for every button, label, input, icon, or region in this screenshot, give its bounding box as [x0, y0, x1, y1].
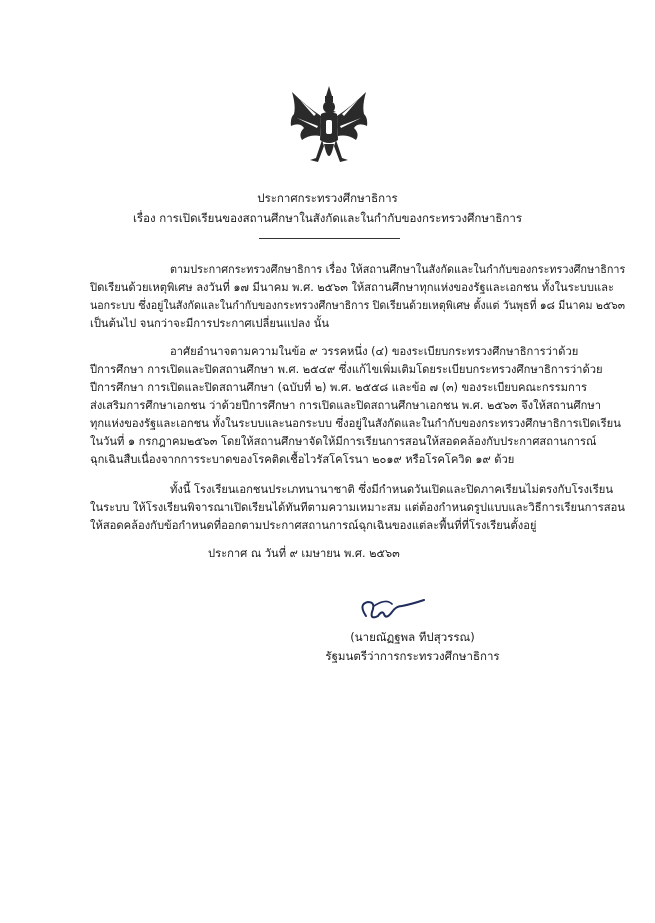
signature — [352, 594, 432, 626]
header-divider — [259, 238, 400, 239]
paragraph-3-line-1: ทั้งนี้ โรงเรียนเอกชนประเภทนานาชาติ ซึ่งมีกำหนดวันเปิดและปิดภาคเรียนไม่ตรงกับโรงเรียน — [170, 483, 614, 496]
paragraph-2-line-3: ปีการศึกษา การเปิดและปิดสถานศึกษา (ฉบับที่ ๒) พ.ศ. ๒๕๕๘ และข้อ ๗ (๓) ของระเบียบคณะกรรมการ — [90, 381, 588, 394]
paragraph-2-line-2: ปีการศึกษา การเปิดและปิดสถานศึกษา พ.ศ. ๒๕๔๙ ซึ่งแก้ไขเพิ่มเติมโดยระเบียบกระทรวงศึกษาธิการว่าด้วย — [90, 363, 603, 376]
signatory-name: (นายณัฏฐพล ทีปสุวรรณ) — [350, 630, 475, 644]
paragraph-2-line-1: อาศัยอำนาจตามความในข้อ ๙ วรรคหนึ่ง (๔) ของระเบียบกระทรวงศึกษาธิการว่าด้วย — [170, 345, 579, 358]
paragraph-1-line-4: เป็นต้นไป จนกว่าจะมีการประกาศเปลี่ยนแปลง นั้น — [90, 317, 330, 330]
paragraph-2-line-4: ส่งเสริมการศึกษาเอกชน ว่าด้วยปีการศึกษา การเปิดและปิดสถานศึกษาเอกชน พ.ศ. ๒๕๖๓ จึงให้สถานศึกษา — [90, 399, 602, 412]
signatory-title: รัฐมนตรีว่าการกระทรวงศึกษาธิการ — [325, 649, 500, 663]
announcement-heading: ประกาศกระทรวงศึกษาธิการ — [257, 191, 398, 205]
paragraph-3-line-3: ให้สอดคล้องกับข้อกำหนดที่ออกตามประกาศสถานการณ์ฉุกเฉินของแต่ละพื้นที่ที่โรงเรียนตั้งอยู่ — [90, 519, 537, 532]
paragraph-1-line-1: ตามประกาศกระทรวงศึกษาธิการ เรื่อง ให้สถานศึกษาในสังกัดและในกำกับของกระทรวงศึกษาธิการ — [170, 263, 626, 276]
paragraph-2-line-6: ในวันที่ ๑ กรกฎาคม๒๕๖๓ โดยให้สถานศึกษาจัดให้มีการเรียนการสอนให้สอดคล้องกับประกาศสถานการณ์ — [90, 435, 597, 448]
paragraph-3-line-2: ในระบบ ให้โรงเรียนพิจารณาเปิดเรียนได้ทันทีตามความเหมาะสม แต่ต้องกำหนดรูปแบบและวิธีการเรียนการสอน — [90, 501, 625, 514]
paragraph-1-line-3: นอกระบบ ซึ่งอยู่ในสังกัดและในกำกับของกระทรวงศึกษาธิการ ปิดเรียนด้วยเหตุพิเศษ ตั้งแต่ วันพุธที่ ๑๘ มีนาคม ๒๕๖๓ — [90, 299, 625, 312]
announcement-date: ประกาศ ณ วันที่ ๙ เมษายน พ.ศ. ๒๕๖๓ — [208, 547, 400, 560]
paragraph-2-line-5: ทุกแห่งของรัฐและเอกชน ทั้งในระบบและนอกระบบ ซึ่งอยู่ในสังกัดและในกำกับของกระทรวงศึกษาธิการเปิดเรียน — [90, 417, 621, 430]
garuda-emblem-icon — [288, 84, 370, 170]
announcement-subject: เรื่อง การเปิดเรียนของสถานศึกษาในสังกัดและในกำกับของกระทรวงศึกษาธิการ — [132, 211, 523, 225]
paragraph-2-line-7: ฉุกเฉินสืบเนื่องจากการระบาดของโรคติดเชื้อไวรัสโคโรนา ๒๐๑๙ หรือโรคโควิด ๑๙ ด้วย — [90, 453, 515, 466]
paragraph-1-line-2: ปิดเรียนด้วยเหตุพิเศษ ลงวันที่ ๑๗ มีนาคม พ.ศ. ๒๕๖๓ ให้สถานศึกษาทุกแห่งของรัฐและเอกชน ทั้งในระบบและ — [90, 281, 614, 294]
